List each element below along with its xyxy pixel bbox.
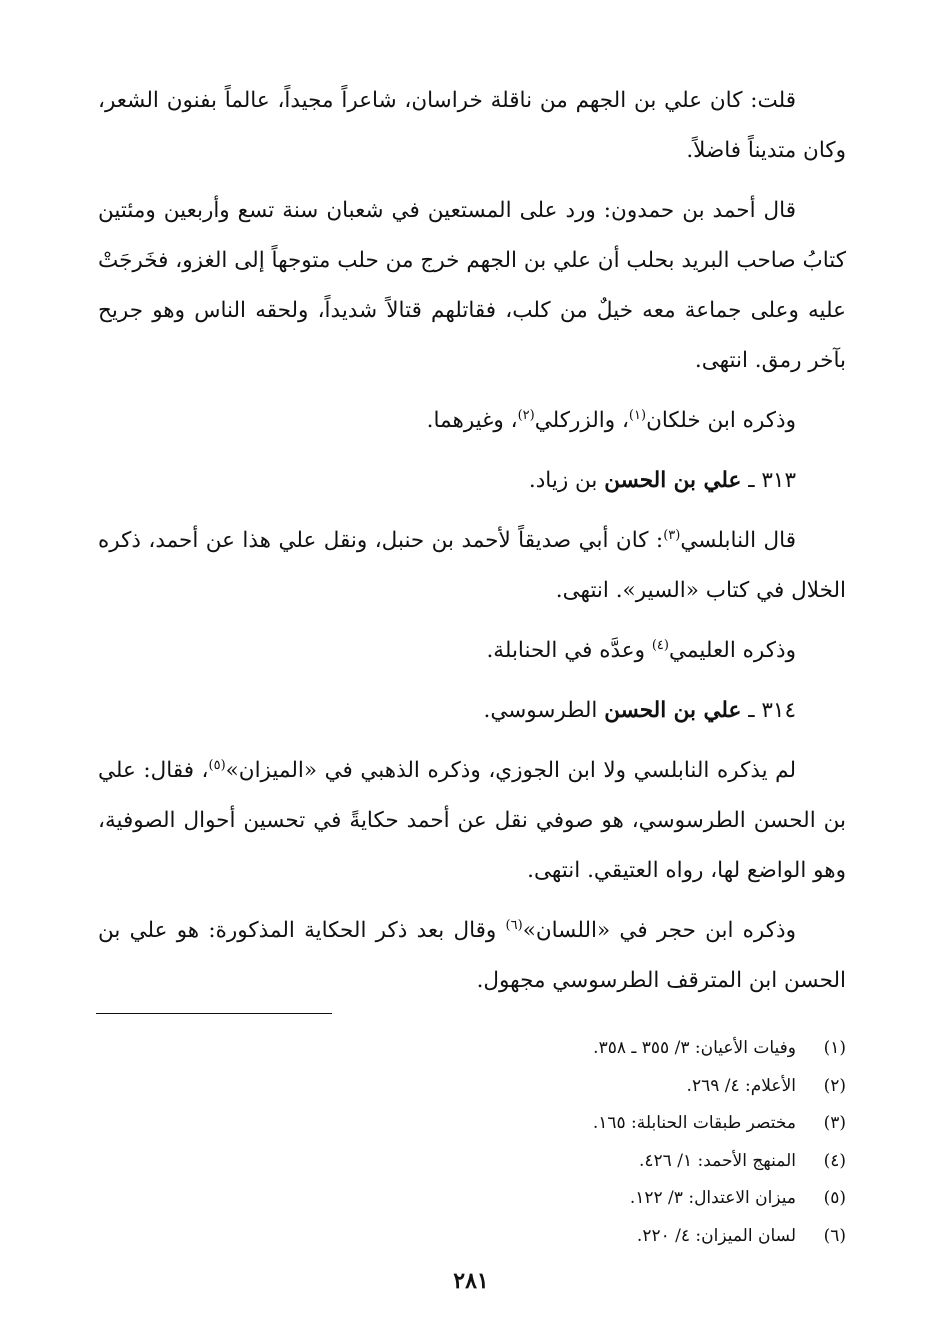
footnote-text: ميزان الاعتدال: ٣/ ١٢٢. — [629, 1188, 796, 1208]
footnote-text: مختصر طبقات الحنابلة: ١٦٥. — [592, 1113, 796, 1133]
footnote-number: (٦) — [823, 1225, 846, 1246]
paragraph-text: ، فقال: علي بن الحسن الطرسوسي، هو صوفي نقل عن أحمد حكايةً في تحسين أحوال الصوفية، وهو الواضع لها، رواه العتيقي. انتهى. — [98, 758, 846, 883]
paragraph-text: : كان أبي صديقاً لأحمد بن حنبل، ونقل علي هذا عن أحمد، ذكره الخلال في كتاب «السير». انتهى. — [98, 528, 846, 603]
paragraph-text: قال أحمد بن حمدون: ورد على المستعين في شعبان سنة تسع وأربعين ومئتين كتابُ صاحب البريد بحلب أن علي بن الجهم خرج من حلب متوجهاً إلى الغزو، فخَرجَتْ عليه وعلى جماعة معه خيلٌ من كلب، فقاتلهم قتالاً شديداً، ولحقه الناس وهو جريح بآخر رمق. انتهى. — [98, 198, 846, 373]
paragraph-text: لم يذكره النابلسي ولا ابن الجوزي، وذكره الذهبي في «الميزان» — [225, 758, 797, 783]
footnote-number: (٤) — [823, 1150, 846, 1171]
paragraph-text: ، وغيرهما. — [426, 408, 518, 433]
paragraph — [98, 186, 846, 386]
paragraph-text: قال النابلسي — [680, 528, 796, 553]
footnote-number: (٥) — [823, 1188, 846, 1208]
entry-heading-name: علي بن الحسن — [604, 468, 742, 493]
paragraph-text: وعدَّه في الحنابلة. — [486, 638, 652, 663]
footnote-marker: (٢) — [517, 407, 535, 423]
footnote-text: لسان الميزان: ٤/ ٢٢٠. — [636, 1225, 796, 1246]
paragraph — [98, 686, 846, 736]
paragraph-text: وذكره ابن خلكان — [646, 408, 796, 433]
footnote-number: (١) — [823, 1038, 846, 1058]
paragraph — [98, 76, 846, 176]
entry-heading-name: علي بن الحسن — [604, 698, 742, 723]
footnote-marker: (٦) — [505, 917, 523, 933]
paragraph — [98, 626, 846, 676]
footnote-marker: (٣) — [663, 527, 681, 543]
paragraph — [98, 746, 846, 896]
footnote-number: (٢) — [823, 1075, 846, 1096]
footnote — [346, 1105, 846, 1143]
footnote-text: وفيات الأعيان: ٣/ ٣٥٥ ـ ٣٥٨. — [593, 1038, 796, 1058]
footnote — [346, 1180, 846, 1218]
paragraph-text: ٣١٤ ـ — [741, 698, 796, 723]
page-number: ٢٨١ — [453, 1268, 489, 1294]
paragraph-text: وذكره العليمي — [668, 638, 796, 663]
footnote — [346, 1030, 846, 1068]
paragraph-text: ٣١٣ ـ — [741, 468, 796, 493]
footnote-text: الأعلام: ٤/ ٢٦٩. — [686, 1075, 796, 1096]
paragraph-text: وقال بعد ذكر الحكاية المذكورة: هو علي بن الحسن ابن المترقف الطرسوسي مجهول. — [98, 918, 846, 993]
footnote-separator — [96, 1013, 332, 1014]
paragraph-text: بن زياد. — [528, 468, 605, 493]
paragraph-text: ، والزركلي — [534, 408, 629, 433]
paragraph — [98, 456, 846, 506]
paragraph — [98, 396, 846, 446]
footnote — [346, 1143, 846, 1181]
footnotes-list — [346, 1030, 846, 1255]
main-text — [98, 76, 846, 1016]
footnote-marker: (١) — [628, 407, 647, 423]
paragraph-text: الطرسوسي. — [483, 698, 605, 723]
footnote — [346, 1068, 846, 1106]
footnote-marker: (٥) — [208, 757, 226, 773]
paragraph-text: قلت: كان علي بن الجهم من ناقلة خراسان، شاعراً مجيداً، عالماً بفنون الشعر، وكان متديناً فاضلاً. — [98, 88, 846, 163]
paragraph — [98, 906, 846, 1006]
footnote-text: المنهج الأحمد: ١/ ٤٢٦. — [639, 1150, 796, 1171]
footnote-marker: (٤) — [651, 637, 669, 653]
paragraph — [98, 516, 846, 616]
paragraph-text: وذكره ابن حجر في «اللسان» — [522, 918, 796, 943]
footnote-number: (٣) — [823, 1113, 846, 1133]
footnote — [346, 1218, 846, 1256]
